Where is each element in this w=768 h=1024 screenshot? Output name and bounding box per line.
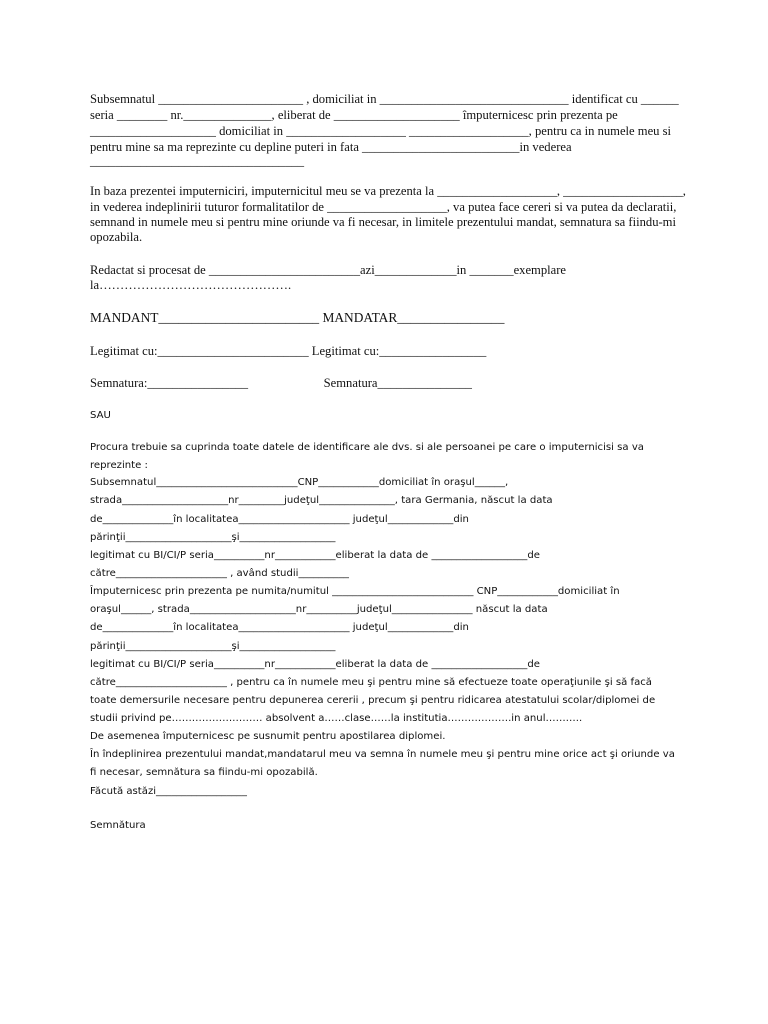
text-line: seria ________ nr.______________, eliberat de ____________________ împuternicesc prin prezenta pe bbox=[90, 108, 618, 122]
text-line: legitimat cu BI/CI/P seria__________nr____________eliberat la data de ___________________de bbox=[90, 550, 540, 561]
text-line: părinţii_____________________şi___________________ bbox=[90, 532, 336, 543]
text-line: In baza prezentei imputerniciri, imputernicitul meu se va prezenta la ___________________, ___________________, bbox=[90, 184, 686, 198]
text-line: toate demersurile necesare pentru depunerea cererii , precum şi pentru ridicarea atestatului scolar/diplomei de bbox=[90, 695, 656, 706]
text-line: oraşul______, strada_____________________nr__________judeţul________________ născut la data bbox=[90, 604, 548, 615]
text-line: părinţii_____________________şi___________________ bbox=[90, 641, 336, 652]
text-line: __________________________________ bbox=[90, 154, 305, 168]
text-line: in vederea indeplinirii tuturor formalitatilor de ___________________, va putea face cereri si va putea da declaratii, bbox=[90, 200, 677, 214]
text-line: reprezinte : bbox=[90, 460, 148, 471]
text-line: ____________________ domiciliat in ___________________ ___________________, pentru ca in numele meu si bbox=[90, 124, 672, 138]
text-line: legitimat cu BI/CI/P seria__________nr____________eliberat la data de ___________________de bbox=[90, 659, 540, 670]
text-line: către______________________ , având studii__________ bbox=[90, 568, 349, 579]
text-line: strada_____________________nr_________judeţul_______________, tara Germania, născut la data bbox=[90, 495, 553, 506]
sau-heading: SAU bbox=[90, 410, 111, 421]
text-line: Făcută astăzi__________________ bbox=[90, 786, 247, 797]
text-line: la………………………………………. bbox=[90, 278, 292, 292]
semnatura-label: Semnătura bbox=[90, 820, 146, 831]
text-line: fi necesar, semnătura sa fiindu-mi opozabilă. bbox=[90, 767, 318, 778]
text-line: Procura trebuie sa cuprinda toate datele de identificare ale dvs. si ale persoanei pe care o imputernicisi sa va bbox=[90, 442, 644, 453]
text-line: Subsemnatul____________________________CNP____________domiciliat în oraşul______, bbox=[90, 477, 509, 488]
text-line: opozabila. bbox=[90, 230, 143, 244]
text-line: Împuternicesc prin prezenta pe numita/numitul ____________________________ CNP____________domiciliat în bbox=[90, 586, 620, 597]
text-line: semnand in numele meu si pentru mine oriunde va fi necesar, in limitele prezentului mandat, semnatura sa fiindu-mi bbox=[90, 215, 676, 229]
text-line: În îndeplinirea prezentului mandat,mandatarul meu va semna în numele meu şi pentru mine orice act şi oriunde va bbox=[90, 749, 675, 760]
text-line: către______________________ , pentru ca în numele meu şi pentru mine să efectueze toate operaţiunile şi să facă bbox=[90, 677, 652, 688]
text-line: Subsemnatul _______________________ , domiciliat in ______________________________ identificat cu ______ bbox=[90, 92, 679, 106]
signature-line: Semnatura:________________ Semnatura_______________ bbox=[90, 376, 472, 390]
text-line: de______________în localitatea______________________ judeţul_____________din bbox=[90, 622, 469, 633]
text-line: De asemenea împuternicesc pe susnumit pentru apostilarea diplomei. bbox=[90, 731, 446, 742]
mandant-mandatar-line: MANDANT________________________ MANDATAR________________ bbox=[90, 310, 505, 325]
text-line: Redactat si procesat de ________________________azi_____________in _______exemplare bbox=[90, 263, 567, 277]
legitimat-line: Legitimat cu:________________________ Legitimat cu:_________________ bbox=[90, 344, 487, 358]
text-line: studii privind pe……………………… absolvent a……clase……la institutia……………….in anul……….. bbox=[90, 713, 583, 724]
text-line: pentru mine sa ma reprezinte cu depline puteri in fata _________________________in vederea bbox=[90, 140, 572, 154]
text-line: de______________în localitatea______________________ judeţul_____________din bbox=[90, 514, 469, 525]
